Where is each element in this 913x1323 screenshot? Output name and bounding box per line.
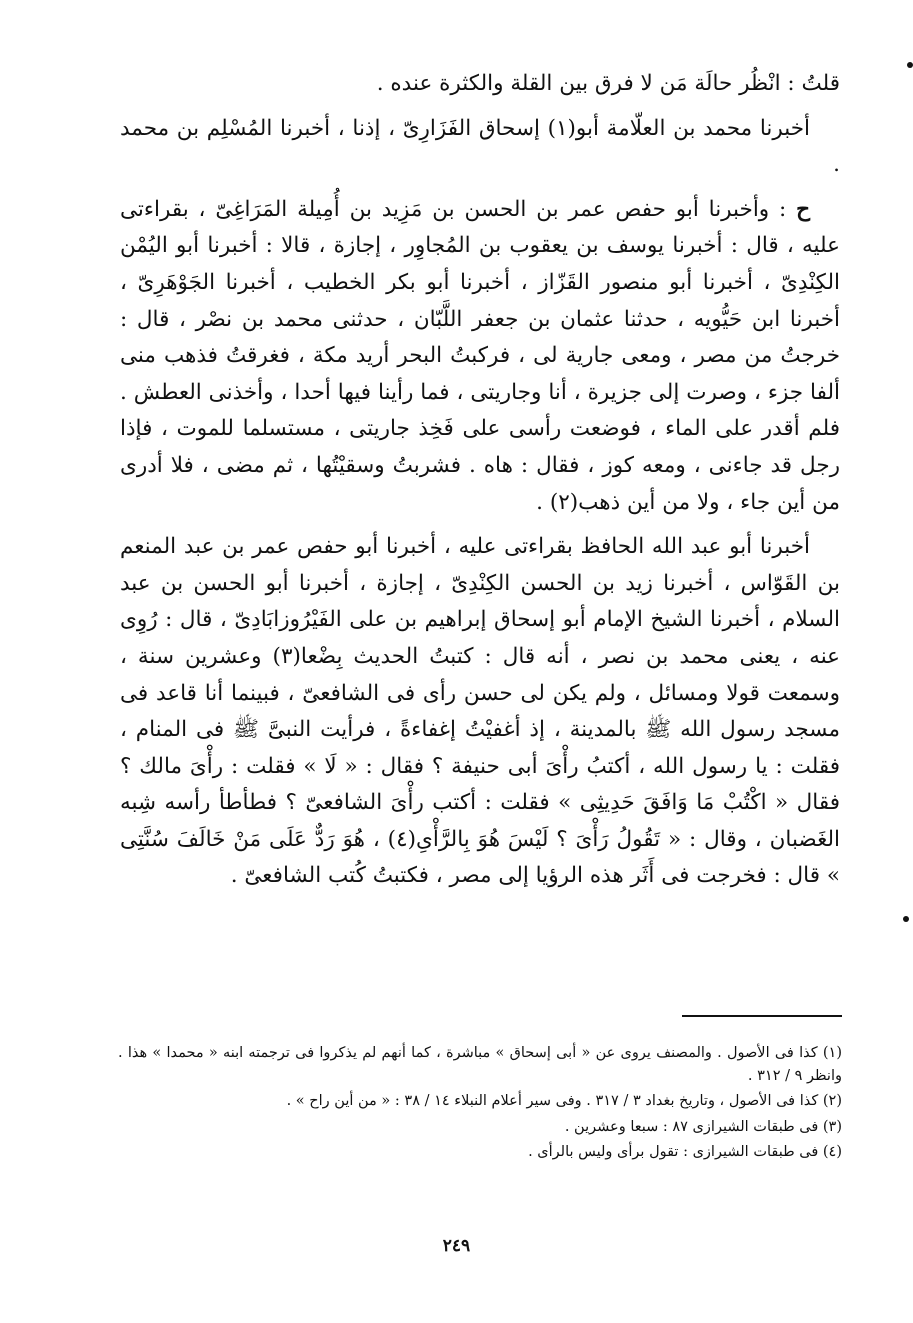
footnote-3: (٣) فى طبقات الشيرازى ٨٧ : سبعا وعشرين .: [564, 1118, 842, 1135]
ha-marker: ح: [796, 196, 810, 222]
story-text: : وأخبرنا أبو حفص عمر بن الحسن بن مَزِيد بن أُمِيلة المَرَاغِىّ ، بقراءتى عليه ، قال : أخبرنا يوسف بن يعقوب بن المُجاوِر ، إجازة ، قالا : أخبرنا أبو اليُمْن الكِنْدِىّ ، أخبرنا أبو منصور القَزّاز ، أخبرنا أبو بكر الخطيب ، أخبرنا الجَوْهَرِىّ ، أخبرنا ابن حَيُّويه ، حدثنا عثمان بن جعفر اللَّبّان ، حدثنى محمد بن نصْر ، قال : خرجتُ من مصر ، ومعى جارية لى ، فركبتُ البحر أريد مكة ، فغرقتُ فذهب منى ألفا جزء ، وصرت إلى جزيرة ، أنا وجاريتى ، فما رأينا فيها أحدا ، وأخذنى العطش . فلم أقدر على الماء ، فوضعت رأسى على فَخِذ جاريتى ، مستسلما للموت ، فإذا رجل قد جاءنى ، ومعه كوز ، فقال : هاه . فشربتُ وسقيْتُها ، ثم مضى ، فلا أدرى من أين جاء ، ولا من أين ذهب(٢) .: [120, 196, 840, 515]
margin-mark-middle: [903, 916, 909, 922]
story-paragraph: [120, 192, 840, 521]
footnotes: [118, 1042, 842, 1167]
footnote-4: (٤) فى طبقات الشيرازى : تقول برأى وليس بالرأى .: [528, 1144, 842, 1160]
dream-paragraph: أخبرنا أبو عبد الله الحافظ بقراءتى عليه ، أخبرنا أبو حفص عمر بن عبد المنعم بن القَوّاس ، أخبرنا زيد بن الحسن الكِنْدِىّ ، إجازة ، أخبرنا أبو الحسن بن عبد السلام ، أخبرنا الشيخ الإمام أبو إسحاق إبراهيم بن على الفَيْرُوزابَادِىّ ، قال : رُوِى عنه ، يعنى محمد بن نصر ، أنه قال : كتبتُ الحديث بِضْعا(٣) وعشرين سنة ، وسمعت قولا ومسائل ، ولم يكن لى حسن رأى فى الشافعىّ ، فبينما أنا قاعد فى مسجد رسول الله ﷺ بالمدينة ، إذ أغفيْتُ إغفاءةً ، فرأيت النبىَّ ﷺ فى المنام ، فقلت : يا رسول الله ، أكتبُ رأْىَ أبى حنيفة ؟ فقال : « لَا » فقلت : رأْىَ مالك ؟ فقال « اكْتُبْ مَا وَافَقَ حَدِيثِى » فقلت : أكتب رأْىَ الشافعىّ ؟ فطأطأ رأسه شِبه الغَضبان ، وقال : « تَقُولُ رَأْىَ ؟ لَيْسَ هُوَ بِالرَّأْىِ(٤) ، هُوَ رَدٌّ عَلَى مَنْ خَالَفَ سُنَّتِى » قال : فخرجت فى أَثَر هذه الرؤيا إلى مصر ، فكتبتُ كُتب الشافعىّ .: [120, 534, 841, 889]
isnad-paragraph: أخبرنا محمد بن العلّامة أبو(١) إسحاق الفَزَارِىّ ، إذنا ، أخبرنا المُسْلِم بن محمد .: [120, 115, 840, 178]
footnote-divider: [682, 1015, 842, 1017]
page-number: ٢٤٩: [442, 1236, 471, 1256]
footnote-1: (١) كذا فى الأصول . والمصنف يروى عن « أبى إسحاق » مباشرة ، كما أنهم لم يذكروا فى ترجمته ابنه « محمدا » هذا . وانظر ٩ / ٣١٢ .: [118, 1045, 842, 1084]
main-text: [120, 66, 840, 895]
margin-mark-top: [907, 62, 913, 68]
footnote-2: (٢) كذا فى الأصول ، وتاريخ بغداد ٣ / ٣١٧ . وفى سير أعلام النبلاء ١٤ / ٣٨ : « من أين راح » .: [286, 1093, 842, 1109]
opening-line: قلتُ : انْظُر حالَة مَن لا فرق بين القلة والكثرة عنده .: [376, 71, 840, 96]
